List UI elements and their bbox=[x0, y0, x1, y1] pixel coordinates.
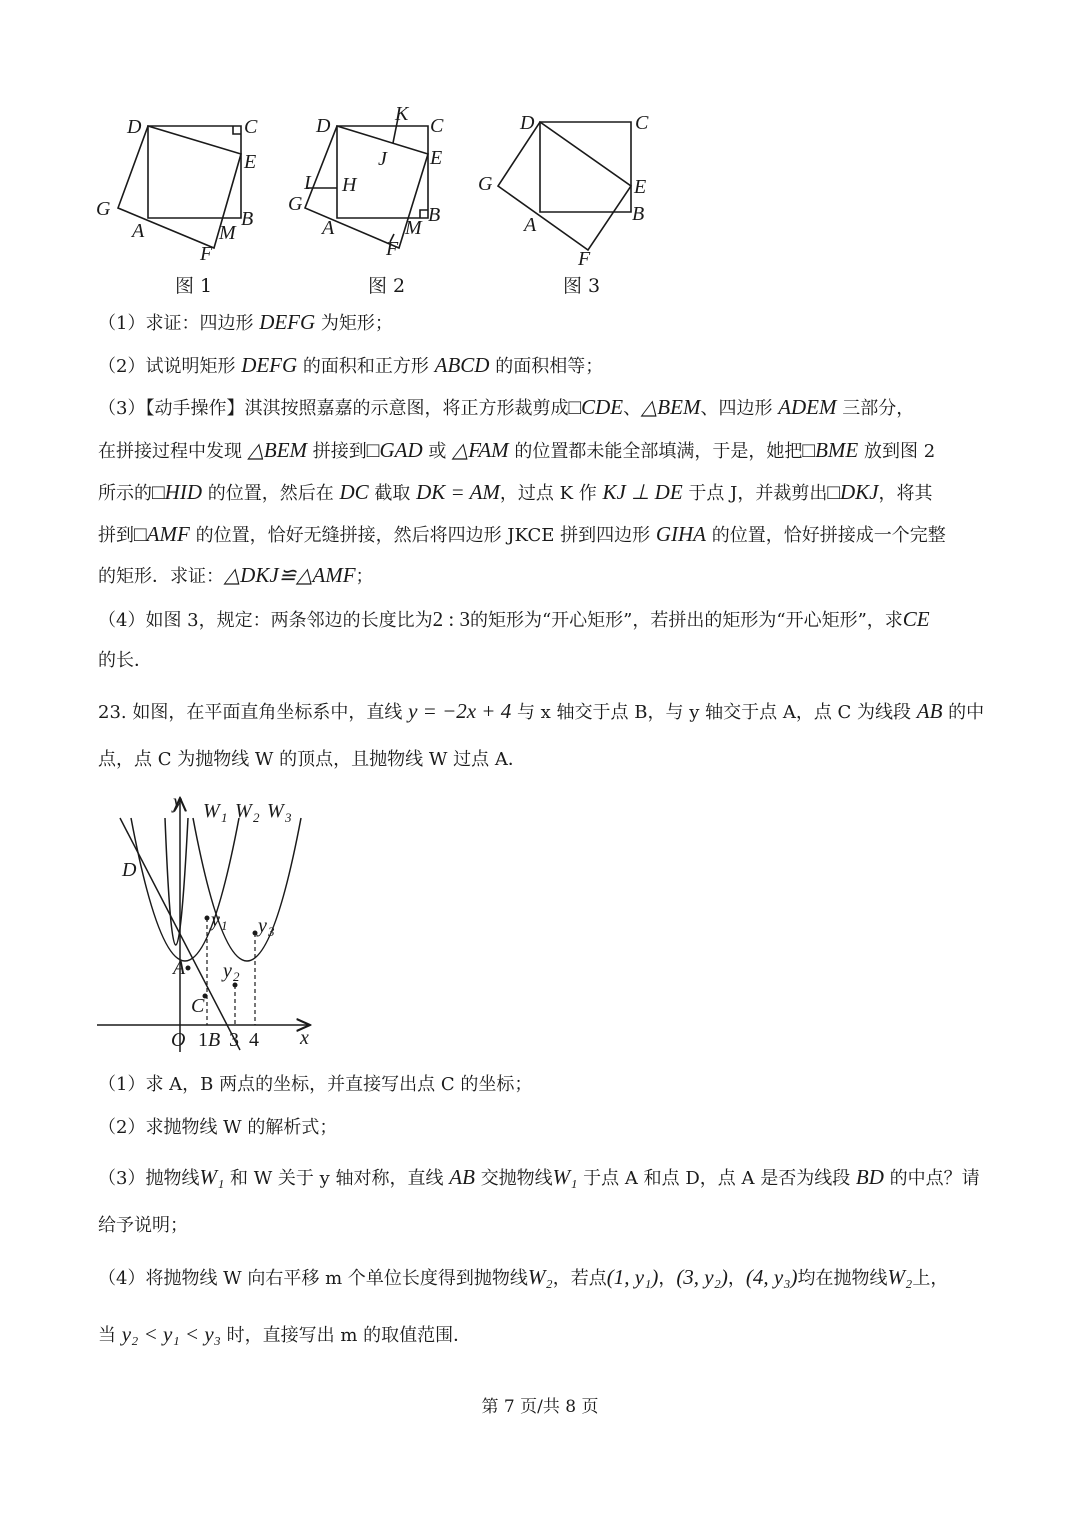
fig2-label-f: F bbox=[386, 238, 399, 260]
fig2-label-b: B bbox=[428, 204, 441, 226]
q23-intro-line-1: 23. 如图，在平面直角坐标系中，直线 y = −2x + 4 与 x 轴交于点 B，与 y 轴交于点 A，点 C 为线段 AB 的中 bbox=[98, 699, 985, 723]
graph-label-a: A bbox=[173, 957, 186, 979]
graph-label-o: O bbox=[171, 1029, 186, 1051]
figure-2-diagram bbox=[285, 98, 485, 298]
fig2-label-e: E bbox=[430, 147, 443, 169]
q23-graph-svg bbox=[95, 790, 325, 1060]
graph-label-y3-sub: 3 bbox=[268, 924, 275, 939]
q22-part-3-line-3: 所示的□HID 的位置，然后在 DC 截取 DK = AM，过点 K 作 KJ ⊥ DE 于点 J，并裁剪出□DKJ，将其 bbox=[98, 480, 933, 504]
fig2-label-d: D bbox=[316, 115, 331, 137]
graph-tick-4: 4 bbox=[249, 1029, 259, 1051]
graph-tick-3: 3 bbox=[229, 1029, 239, 1051]
q23-part-4-line-2: 当 y₂ < y₁ < y₃ 时，直接写出 m 的取值范围． bbox=[98, 1322, 472, 1346]
parabola-w2 bbox=[193, 818, 301, 961]
graph-label-y2-sub: 2 bbox=[233, 969, 240, 984]
graph-label-c: C bbox=[191, 995, 205, 1017]
fig3-label-e: E bbox=[634, 176, 647, 198]
fig1-label-e: E bbox=[244, 151, 257, 173]
fig2-label-g: G bbox=[288, 193, 303, 215]
fig1-label-d: D bbox=[127, 116, 142, 138]
parabola-w bbox=[131, 818, 239, 961]
fig1-label-f: F bbox=[200, 243, 213, 265]
figure-2 bbox=[285, 98, 485, 298]
graph-label-w3-sub: 3 bbox=[285, 810, 292, 825]
graph-label-w1-sub: 1 bbox=[221, 810, 228, 825]
q22-part-1: （1）求证：四边形 DEFG 为矩形； bbox=[98, 310, 393, 334]
q22-part-4-line-2: 的长． bbox=[98, 650, 152, 671]
figure-1-caption: 图 1 bbox=[175, 275, 213, 297]
page-footer: 第 7 页/共 8 页 bbox=[481, 1397, 599, 1417]
fig2-label-i: I bbox=[304, 172, 311, 194]
fig1-label-m: M bbox=[219, 222, 236, 244]
graph-label-y3: y bbox=[258, 915, 267, 937]
q22-part-3-line-1: （3）【动手操作】淇淇按照嘉嘉的示意图，将正方形裁剪成□CDE、△BEM、四边形 ADEM 三部分， bbox=[98, 395, 915, 419]
fig2-label-k: K bbox=[395, 103, 409, 125]
figure-3-caption: 图 3 bbox=[563, 275, 601, 297]
fig2-label-c: C bbox=[430, 115, 444, 137]
q22-part-3-line-4: 拼到□AMF 的位置，恰好无缝拼接，然后将四边形 JKCE 拼到四边形 GIHA 的位置，恰好拼接成一个完整 bbox=[98, 522, 946, 546]
q23-part-4-line-1: （4）将抛物线 W 向右平移 m 个单位长度得到抛物线W₂，若点(1, y₁)，(3, y₂)，(4, y₃)均在抛物线W₂上， bbox=[98, 1265, 949, 1289]
fig1-label-a: A bbox=[132, 220, 145, 242]
q23-part-1: （1）求 A，B 两点的坐标，并直接写出点 C 的坐标； bbox=[98, 1074, 533, 1095]
figure-2-caption: 图 2 bbox=[368, 275, 406, 297]
q22-part-2: （2）试说明矩形 DEFG 的面积和正方形 ABCD 的面积相等； bbox=[98, 353, 604, 377]
fig2-label-j: J bbox=[378, 148, 387, 170]
q23-intro-line-2: 点，点 C 为抛物线 W 的顶点，且抛物线 W 过点 A． bbox=[98, 749, 526, 770]
q23-part-2: （2）求抛物线 W 的解析式； bbox=[98, 1117, 338, 1138]
fig2-label-a: A bbox=[322, 217, 335, 239]
graph-label-b: B bbox=[208, 1029, 221, 1051]
graph-label-y: y bbox=[173, 791, 182, 813]
q22-part-3-line-5: 的矩形．求证：△DKJ≌△AMF； bbox=[98, 563, 374, 587]
fig3-label-b: B bbox=[632, 203, 645, 225]
fig3-label-c: C bbox=[635, 112, 649, 134]
fig3-label-d: D bbox=[520, 112, 535, 134]
graph-label-w2: W bbox=[235, 800, 252, 822]
fig3-label-g: G bbox=[478, 173, 493, 195]
graph-label-y1: y bbox=[211, 909, 220, 931]
q23-part-3-line-1: （3）抛物线W₁ 和 W 关于 y 轴对称，直线 AB 交抛物线W₁ 于点 A 和点 D，点 A 是否为线段 BD 的中点？请 bbox=[98, 1165, 980, 1189]
graph-label-y1-sub: 1 bbox=[221, 918, 228, 933]
fig1-label-c: C bbox=[244, 116, 258, 138]
q22-part-3-line-2: 在拼接过程中发现 △BEM 拼接到□GAD 或 △FAM 的位置都未能全部填满，于是，她把□BME 放到图 2 bbox=[98, 438, 936, 462]
graph-label-y2: y bbox=[223, 960, 232, 982]
graph-label-d: D bbox=[122, 859, 137, 881]
q23-part-3-line-2: 给予说明； bbox=[98, 1215, 188, 1236]
graph-label-w1: W bbox=[203, 800, 220, 822]
fig3-label-a: A bbox=[524, 214, 537, 236]
fig1-label-g: G bbox=[96, 198, 111, 220]
q22-part-4-line-1: （4）如图 3，规定：两条邻边的长度比为2 : 3的矩形为“开心矩形”，若拼出的矩形为“开心矩形”，求CE bbox=[98, 607, 930, 631]
graph-label-w3: W bbox=[267, 800, 284, 822]
graph-label-w2-sub: 2 bbox=[253, 810, 260, 825]
q23-graph bbox=[95, 790, 325, 1060]
fig2-label-m: M bbox=[405, 217, 422, 239]
graph-tick-1: 1 bbox=[198, 1029, 208, 1051]
graph-label-x: x bbox=[300, 1027, 309, 1049]
fig2-label-h: H bbox=[342, 174, 357, 196]
fig3-label-f: F bbox=[578, 248, 591, 270]
fig1-label-b: B bbox=[241, 208, 254, 230]
